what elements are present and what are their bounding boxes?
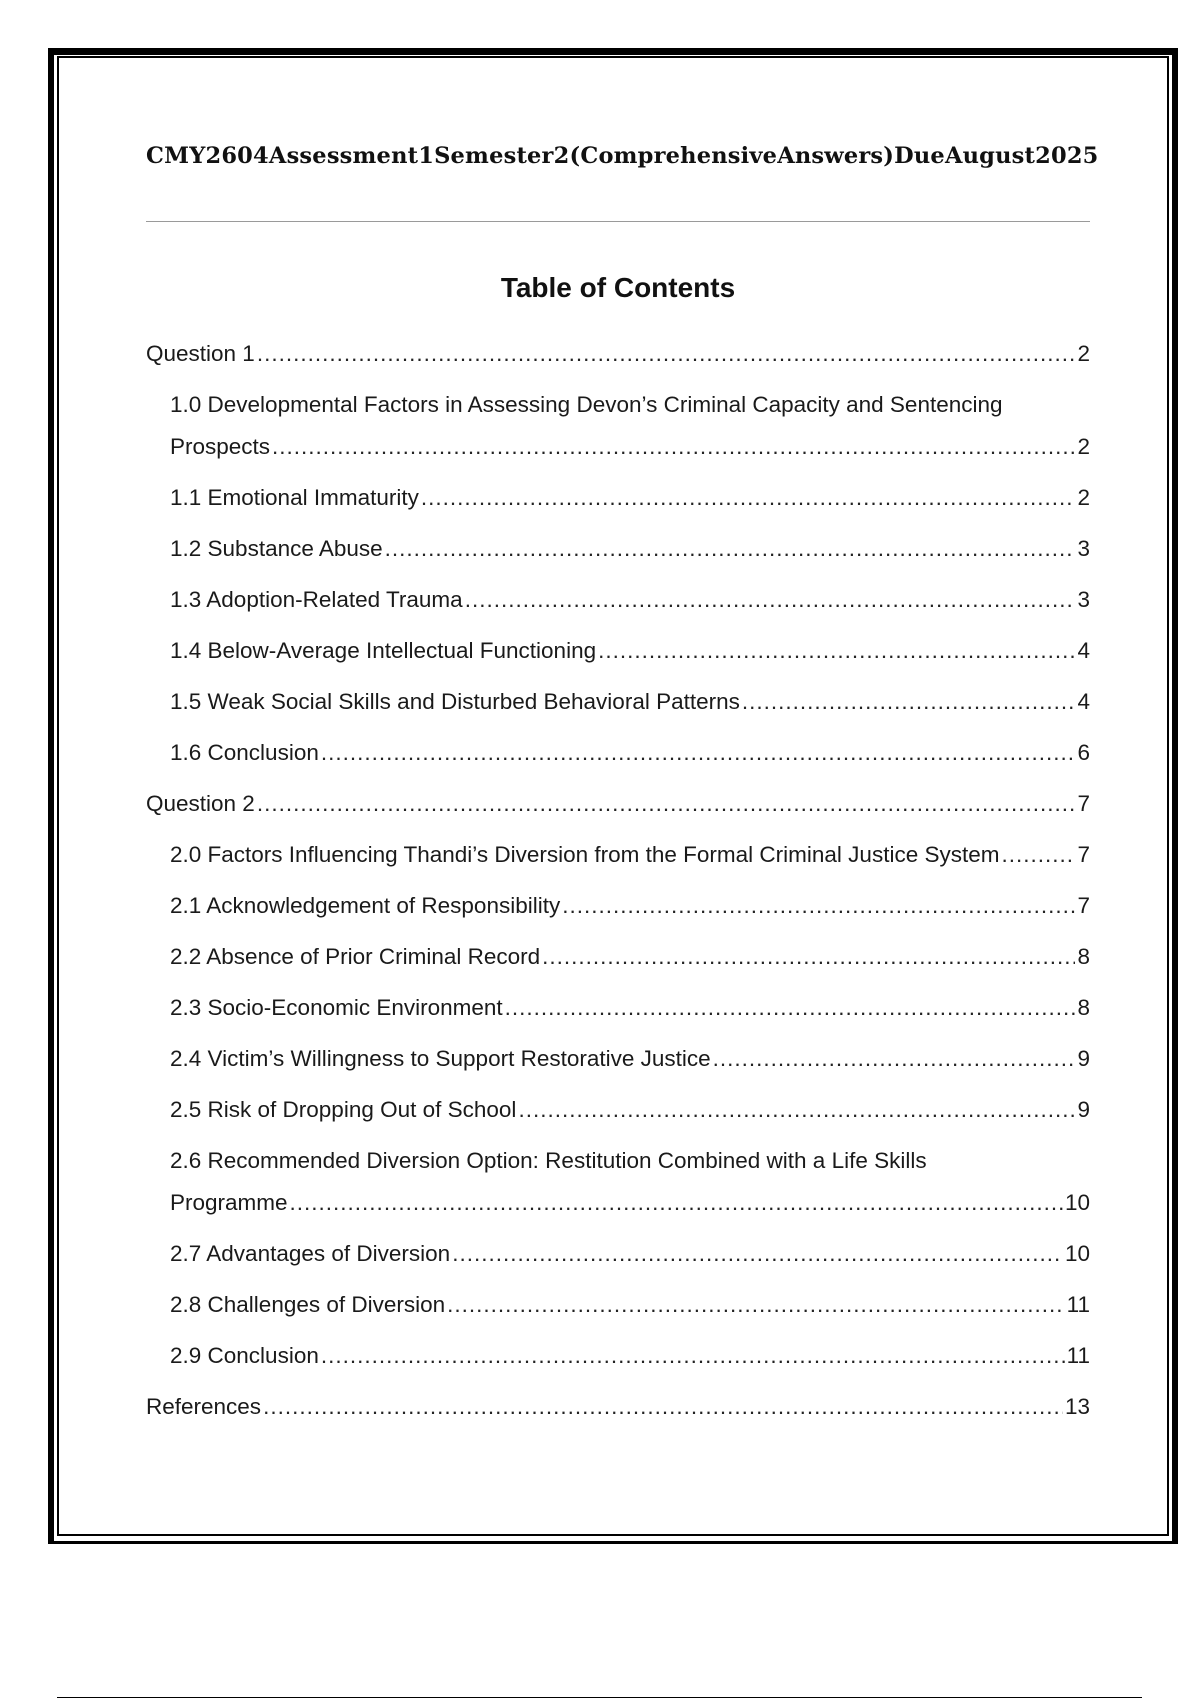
toc-entry-page: 9 bbox=[1077, 1046, 1090, 1071]
toc-entry-line bbox=[170, 682, 1090, 733]
toc-entry-line bbox=[146, 334, 1090, 385]
toc-dot-leader bbox=[290, 1183, 1063, 1223]
toc-dot-leader bbox=[257, 784, 1076, 824]
toc-dot-leader bbox=[713, 1039, 1076, 1079]
toc-entry-text: 2.7 Advantages of Diversion bbox=[170, 1241, 451, 1266]
toc-dot-leader bbox=[598, 631, 1075, 671]
toc-entry-page: 2 bbox=[1077, 341, 1090, 366]
toc-entry-page: 9 bbox=[1077, 1097, 1090, 1122]
toc-entry-text: 1.0 Developmental Factors in Assessing Devon’s Criminal Capacity and Sentencing bbox=[170, 392, 1003, 417]
toc-entry[interactable] bbox=[146, 1039, 1090, 1090]
toc-dot-leader bbox=[518, 1090, 1075, 1130]
toc-entry-text: 2.9 Conclusion bbox=[170, 1343, 319, 1368]
toc-entry-page: 13 bbox=[1064, 1394, 1090, 1419]
toc-entry-line bbox=[170, 631, 1090, 682]
toc-entry-text: 2.1 Acknowledgement of Responsibility bbox=[170, 893, 561, 918]
document-header bbox=[146, 143, 1099, 169]
toc-entry[interactable] bbox=[146, 1141, 1090, 1234]
header-word: Assessment bbox=[268, 143, 419, 169]
toc-entry[interactable] bbox=[146, 937, 1090, 988]
toc-entry-line bbox=[170, 988, 1090, 1039]
toc-dot-leader bbox=[465, 580, 1076, 620]
toc-entry-text-continued: Prospects bbox=[170, 434, 271, 459]
toc-dot-leader bbox=[505, 988, 1076, 1028]
toc-entry-text: 1.5 Weak Social Skills and Disturbed Behavioral Patterns bbox=[170, 689, 740, 714]
toc-entry-line bbox=[146, 1387, 1090, 1438]
header-word: Answers) bbox=[777, 143, 895, 169]
toc-entry[interactable] bbox=[146, 988, 1090, 1039]
toc-entry-line bbox=[170, 1336, 1090, 1387]
toc-entry-page: 7 bbox=[1077, 791, 1090, 816]
toc-entry-line bbox=[170, 529, 1090, 580]
toc-entry-page: 6 bbox=[1077, 740, 1090, 765]
toc-entry[interactable] bbox=[146, 835, 1090, 886]
toc-entry-page: 2 bbox=[1077, 434, 1090, 459]
toc-entry-text: 2.5 Risk of Dropping Out of School bbox=[170, 1097, 517, 1122]
toc-entry-text: Question 2 bbox=[146, 791, 255, 816]
toc-entry[interactable] bbox=[146, 334, 1090, 385]
toc-entry-line bbox=[170, 478, 1090, 529]
toc-entry-line bbox=[170, 1039, 1090, 1090]
toc-entry-page: 7 bbox=[1077, 842, 1090, 867]
toc-entry-text: 2.8 Challenges of Diversion bbox=[170, 1292, 446, 1317]
toc-dot-leader bbox=[452, 1234, 1063, 1274]
toc-entry-line bbox=[170, 1090, 1090, 1141]
header-divider bbox=[146, 221, 1090, 222]
toc-entry-line bbox=[170, 427, 1090, 478]
toc-entry-page: 7 bbox=[1077, 893, 1090, 918]
toc-title: Table of Contents bbox=[500, 272, 736, 303]
toc-entry-line bbox=[170, 733, 1090, 784]
toc-entry-text: References bbox=[146, 1394, 262, 1419]
toc-entry[interactable] bbox=[146, 886, 1090, 937]
header-word: 2025 bbox=[1035, 143, 1099, 169]
toc-dot-leader bbox=[542, 937, 1075, 977]
footer-divider bbox=[57, 1697, 1142, 1698]
toc-entry-line bbox=[170, 580, 1090, 631]
toc-entry-page: 3 bbox=[1077, 536, 1090, 561]
toc-entry[interactable] bbox=[146, 1387, 1090, 1438]
toc-dot-leader bbox=[272, 427, 1075, 467]
toc-entry[interactable] bbox=[146, 1234, 1090, 1285]
header-word: Semester bbox=[434, 143, 554, 169]
toc-entry-text: 1.4 Below-Average Intellectual Functioning bbox=[170, 638, 597, 663]
toc-entry-line bbox=[170, 1285, 1090, 1336]
toc-dot-leader bbox=[263, 1387, 1063, 1427]
toc-entry-line bbox=[170, 835, 1090, 886]
toc-entry[interactable] bbox=[146, 478, 1090, 529]
toc-entry-text: 2.4 Victim’s Willingness to Support Restorative Justice bbox=[170, 1046, 711, 1071]
toc-entry-text: 2.2 Absence of Prior Criminal Record bbox=[170, 944, 541, 969]
toc-entry-page: 4 bbox=[1077, 638, 1090, 663]
header-word: CMY2604 bbox=[146, 143, 269, 169]
header-word: August bbox=[944, 143, 1036, 169]
toc-entry-page: 2 bbox=[1077, 485, 1090, 510]
toc-dot-leader bbox=[562, 886, 1075, 926]
toc-dot-leader bbox=[447, 1285, 1064, 1325]
header-word: 2 bbox=[553, 143, 570, 169]
toc-entry-page: 4 bbox=[1077, 689, 1090, 714]
toc-entry[interactable] bbox=[146, 580, 1090, 631]
toc-entry-text: 2.3 Socio-Economic Environment bbox=[170, 995, 503, 1020]
toc-dot-leader bbox=[742, 682, 1076, 722]
toc-entry[interactable] bbox=[146, 784, 1090, 835]
toc-entry-text: Question 1 bbox=[146, 341, 255, 366]
toc-entry[interactable] bbox=[146, 385, 1090, 478]
toc-entry[interactable] bbox=[146, 1090, 1090, 1141]
header-word: 1 bbox=[418, 143, 435, 169]
toc-entry-text: 2.6 Recommended Diversion Option: Restitution Combined with a Life Skills bbox=[170, 1148, 927, 1173]
toc-entry[interactable] bbox=[146, 1336, 1090, 1387]
toc-entry-page: 11 bbox=[1066, 1343, 1090, 1368]
toc-entry-line bbox=[170, 1183, 1090, 1234]
toc-entry-page: 10 bbox=[1064, 1241, 1090, 1266]
table-of-contents bbox=[146, 334, 1090, 1438]
toc-entry-page: 8 bbox=[1077, 995, 1090, 1020]
toc-entry-page: 10 bbox=[1064, 1190, 1090, 1215]
toc-dot-leader bbox=[321, 1336, 1065, 1376]
toc-entry-text: 1.1 Emotional Immaturity bbox=[170, 485, 419, 510]
toc-dot-leader bbox=[257, 334, 1076, 374]
toc-entry-text: 2.0 Factors Influencing Thandi’s Diversion from the Formal Criminal Justice System bbox=[170, 842, 1000, 867]
toc-entry[interactable] bbox=[146, 1285, 1090, 1336]
toc-dot-leader bbox=[1001, 835, 1075, 875]
toc-dot-leader bbox=[421, 478, 1076, 518]
toc-entry-text: 1.3 Adoption-Related Trauma bbox=[170, 587, 463, 612]
header-word: (Comprehensive bbox=[569, 143, 778, 169]
toc-entry-line bbox=[170, 1234, 1090, 1285]
toc-dot-leader bbox=[385, 529, 1076, 569]
toc-entry-line bbox=[146, 784, 1090, 835]
toc-entry-text: 1.2 Substance Abuse bbox=[170, 536, 383, 561]
header-word: Due bbox=[894, 143, 945, 169]
toc-entry[interactable] bbox=[146, 733, 1090, 784]
toc-entry[interactable] bbox=[146, 631, 1090, 682]
toc-entry-page: 3 bbox=[1077, 587, 1090, 612]
toc-entry-line bbox=[170, 886, 1090, 937]
toc-entry-line bbox=[170, 937, 1090, 988]
toc-entry-page: 11 bbox=[1066, 1292, 1090, 1317]
toc-entry-text-continued: Programme bbox=[170, 1190, 288, 1215]
toc-entry[interactable] bbox=[146, 682, 1090, 733]
toc-entry-text: 1.6 Conclusion bbox=[170, 740, 319, 765]
toc-dot-leader bbox=[321, 733, 1076, 773]
toc-entry[interactable] bbox=[146, 529, 1090, 580]
toc-entry-page: 8 bbox=[1077, 944, 1090, 969]
